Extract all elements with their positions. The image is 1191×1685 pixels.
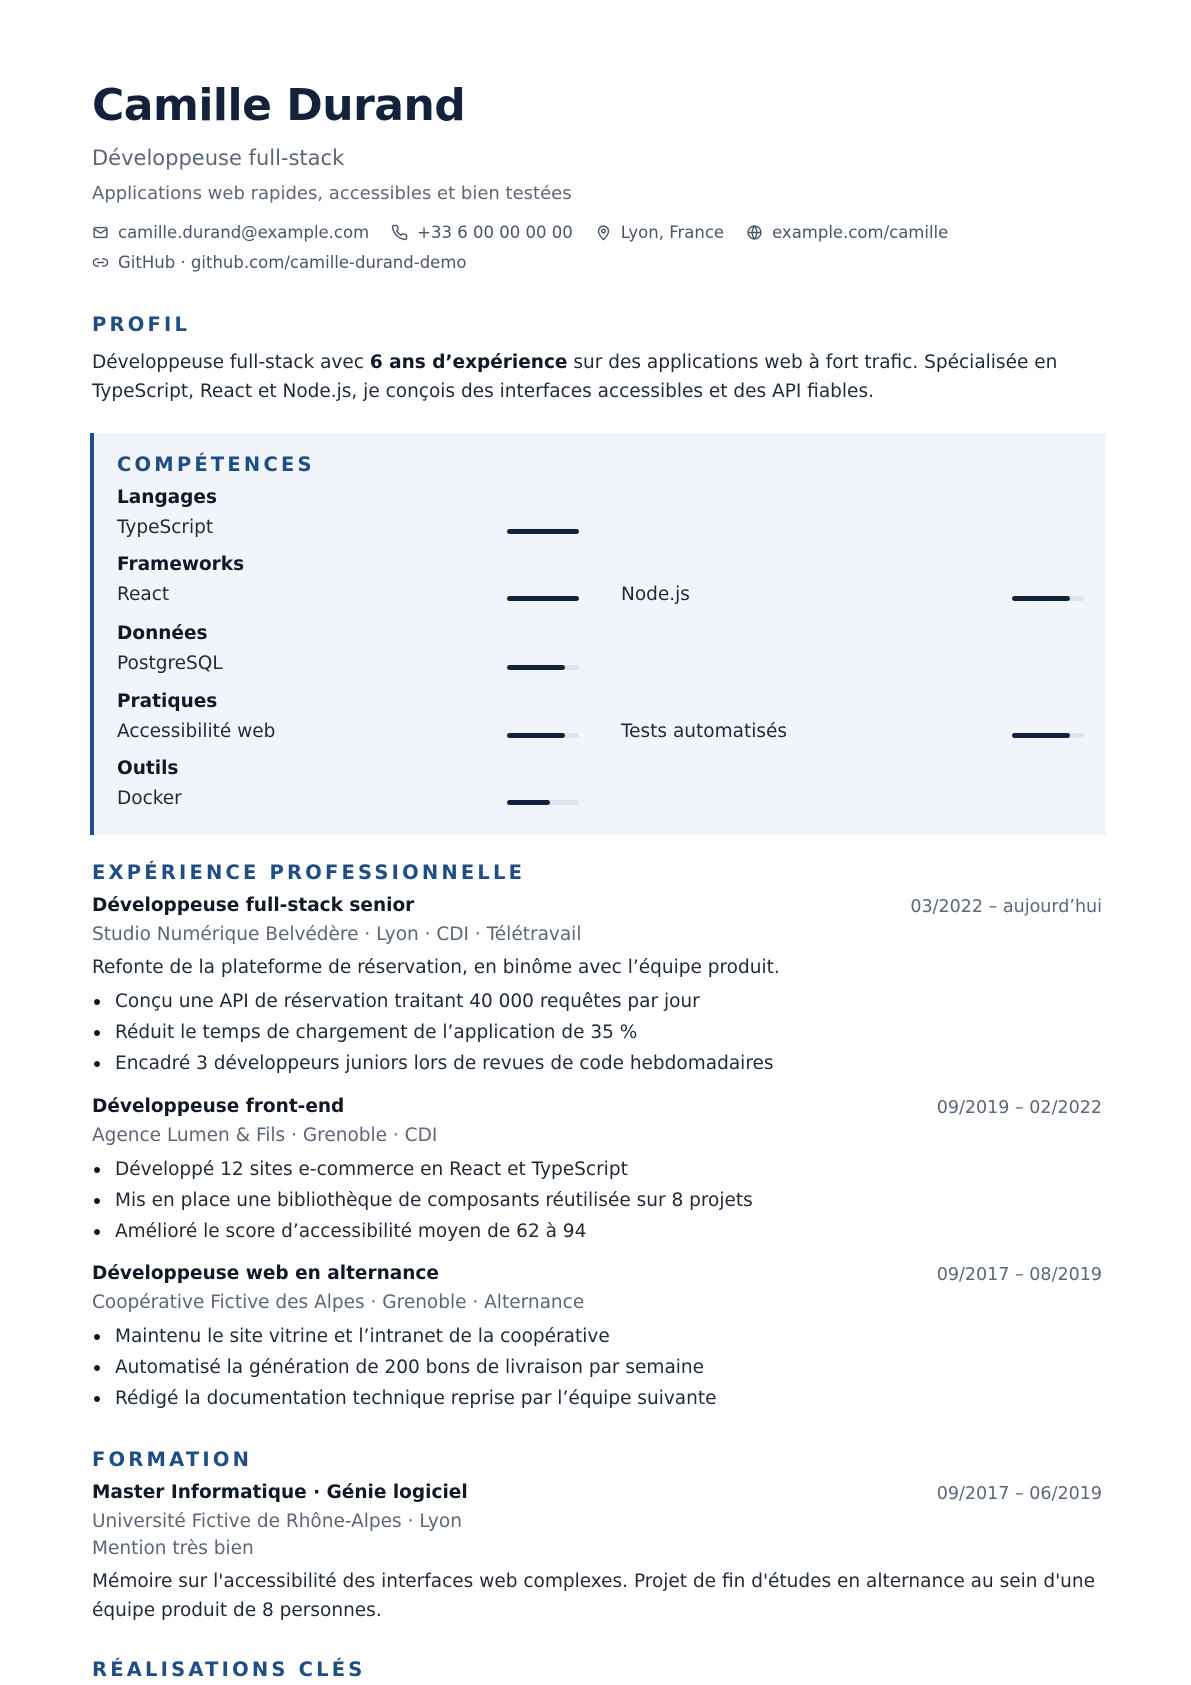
education-entry: [92, 1482, 1102, 1625]
experience-entry: [92, 895, 1102, 1079]
skill-name: React: [117, 584, 170, 605]
skill-category: Pratiques: [117, 691, 218, 712]
degree-title: Master Informatique · Génie logiciel: [92, 1482, 468, 1503]
link-icon: [92, 254, 109, 271]
skill-name: TypeScript: [117, 517, 214, 538]
profile-text-highlight: 6 ans d’expérience: [369, 352, 568, 373]
skill-category: Langages: [117, 487, 217, 508]
candidate-name: Camille Durand: [92, 80, 466, 131]
experience-entry: [92, 1263, 1102, 1414]
list-item: Développé 12 sites e-commerce en React et TypeScript: [92, 1154, 1102, 1185]
list-item: Amélioré le score d’accessibilité moyen de 62 à 94: [92, 1216, 1102, 1247]
skill-level-bar: [1012, 596, 1084, 601]
job-headline: Développeuse full-stack: [92, 146, 345, 170]
profile-heading: PROFIL: [92, 313, 191, 336]
contact-location: [595, 223, 724, 242]
skill-name: Docker: [117, 788, 182, 809]
contact-github-text: GitHub · github.com/camille-durand-demo: [118, 252, 467, 272]
list-item: Mis en place une bibliothèque de composants réutilisée sur 8 projets: [92, 1185, 1102, 1216]
job-achievements: [92, 1154, 1102, 1247]
job-title: Développeuse full-stack senior: [92, 895, 415, 916]
list-item: Automatisé la génération de 200 bons de livraison par semaine: [92, 1352, 1102, 1383]
contact-website[interactable]: [746, 223, 948, 242]
skill-level-bar: [507, 529, 579, 534]
skill-name: Tests automatisés: [621, 721, 787, 742]
skill-level-bar: [507, 800, 579, 805]
job-company: Coopérative Fictive des Alpes · Grenoble · Alternance: [92, 1292, 585, 1313]
job-dates: 09/2019 – 02/2022: [936, 1098, 1102, 1118]
skill-level-bar: [507, 733, 579, 738]
skills-heading: COMPÉTENCES: [117, 453, 315, 476]
skill-group-languages: [117, 487, 217, 508]
job-company: Agence Lumen & Fils · Grenoble · CDI: [92, 1125, 438, 1146]
education-honors: Mention très bien: [92, 1538, 254, 1559]
school-name: Université Fictive de Rhône-Alpes · Lyon: [92, 1511, 462, 1532]
job-dates: 09/2017 – 08/2019: [936, 1265, 1102, 1285]
contact-location-text: Lyon, France: [620, 222, 725, 242]
tagline: Applications web rapides, accessibles et bien testées: [92, 183, 572, 204]
education-dates: 09/2017 – 06/2019: [936, 1484, 1102, 1504]
skill-level-fill: [507, 529, 579, 534]
list-item: Réduit le temps de chargement de l’application de 35 %: [92, 1017, 1102, 1048]
education-heading: FORMATION: [92, 1448, 253, 1471]
skill-category: Frameworks: [117, 554, 245, 575]
profile-summary: [92, 348, 1102, 406]
education-description: Mémoire sur l'accessibilité des interfaces web complexes. Projet de fin d'études en alternance au sein d'une équipe produit de 8 personnes.: [92, 1571, 1096, 1621]
contact-website-text: example.com/camille: [772, 222, 949, 242]
skill-name: Accessibilité web: [117, 721, 276, 742]
globe-icon: [746, 224, 763, 241]
job-dates: 03/2022 – aujourd’hui: [910, 897, 1102, 917]
skill-level-fill: [507, 733, 565, 738]
phone-icon: [391, 224, 408, 241]
skill-name: PostgreSQL: [117, 653, 223, 674]
job-title: Développeuse front-end: [92, 1096, 345, 1117]
job-description: Refonte de la plateforme de réservation, en binôme avec l’équipe produit.: [92, 957, 780, 978]
contact-phone[interactable]: [391, 223, 573, 242]
skill-group-frameworks: [117, 554, 244, 575]
resume-header: [92, 78, 1102, 277]
skill-level-fill: [507, 800, 550, 805]
contact-email-text: camille.durand@example.com: [118, 222, 370, 242]
skill-category: Outils: [117, 758, 179, 779]
skills-section: [90, 433, 1106, 835]
list-item: Encadré 3 développeurs juniors lors de revues de code hebdomadaires: [92, 1048, 1102, 1079]
job-achievements: [92, 986, 1102, 1079]
contact-phone-text: +33 6 00 00 00 00: [417, 222, 573, 242]
map-pin-icon: [595, 224, 612, 241]
profile-text-end: sur des applications web à fort trafic. Spécialisée en TypeScript, React et Node.js, je conçois des interfaces accessibles et des API fiables.: [92, 352, 1058, 402]
list-item: Conçu une API de réservation traitant 40 000 requêtes par jour: [92, 986, 1102, 1017]
list-item: Rédigé la documentation technique reprise par l’équipe suivante: [92, 1383, 1102, 1414]
achievements-heading: RÉALISATIONS CLÉS: [92, 1658, 366, 1681]
experience-entry: [92, 1096, 1102, 1247]
skill-name: Node.js: [621, 584, 690, 605]
skill-level-bar: [1012, 733, 1084, 738]
skill-level-fill: [1012, 733, 1070, 738]
job-title: Développeuse web en alternance: [92, 1263, 439, 1284]
profile-text-start: Développeuse full-stack avec: [92, 352, 370, 373]
skill-level-fill: [1012, 596, 1070, 601]
skill-level-fill: [507, 665, 565, 670]
contact-list: [92, 217, 1102, 277]
skill-level-bar: [507, 665, 579, 670]
skill-group-data: [117, 623, 208, 644]
job-achievements: [92, 1321, 1102, 1414]
job-company: Studio Numérique Belvédère · Lyon · CDI · Télétravail: [92, 924, 582, 945]
mail-icon: [92, 224, 109, 241]
skill-level-bar: [507, 596, 579, 601]
skill-level-fill: [507, 596, 579, 601]
list-item: Maintenu le site vitrine et l’intranet de la coopérative: [92, 1321, 1102, 1352]
skill-group-tools: [117, 758, 178, 779]
skill-category: Données: [117, 623, 208, 644]
contact-github[interactable]: [92, 253, 467, 272]
experience-heading: EXPÉRIENCE PROFESSIONNELLE: [92, 861, 526, 884]
skill-group-practices: [117, 691, 217, 712]
contact-email[interactable]: [92, 223, 369, 242]
